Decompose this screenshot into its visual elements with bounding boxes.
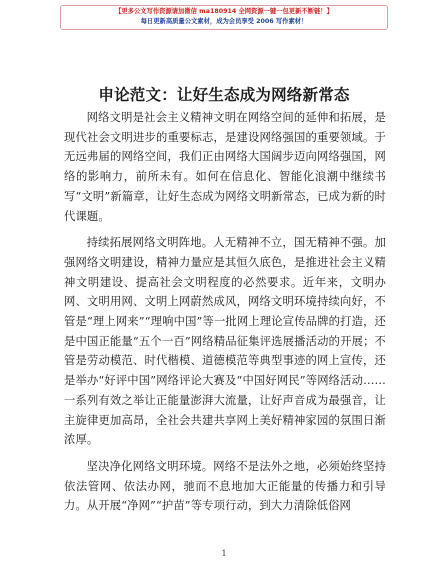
paragraph-3: 坚决净化网络文明环境。网络不是法外之地，必须始终坚持依法管网、依法办网，驰而不息地加大正能量的传播力和引导力。从开展“净网”“护苗”等专项行动，到大力清除低俗网 [64,459,386,513]
page-number: 1 [221,549,227,558]
promo-banner-line-1: 【更多公文写作资源请加微信 ma180914 全网资源一键一包更新不断链！】 [115,8,333,15]
promo-banner-line-2: 每日更新高质量公文素材，成为会员享受 2006 写作素材！ [140,18,308,25]
promo-banner [60,5,388,30]
document-body [64,108,386,523]
paragraph-2: 持续拓展网络文明阵地。人无精神不立，国无精神不强。加强网络文明建设，精神力量应是其恒久底色，是推进社会主义精神文明建设、提高社会文明程度的必然要求。近年来，文明办网、文明用网、文明上网蔚然成风，网络文明环境持续向好，不管是“理上网来”“理响中国”等一批网上理论宣传品牌的打造，还是中国正能量“五个一百”网络精品征集评选展播活动的开展；不管是劳动模范、时代楷模、道德模范等典型事迹的网上宣传，还是举办“好评中国”网络评论大赛及“中国好网民”等网络活动……一系列有效之举让正能量澎湃大流量，让好声音成为最强音，让主旋律更加高昂，全社会共建共享网上美好精神家园的氛围日渐浓厚。 [64,236,386,447]
document-title: 申论范文：让好生态成为网络新常态 [98,86,350,104]
paragraph-1: 网络文明是社会主义精神文明在网络空间的延伸和拓展，是现代社会文明进步的重要标志，是建设网络强国的重要领域。于无远弗届的网络空间，我们正由网络大国阔步迈向网络强国，网络的影响力，前所未有。如何在信息化、智能化浪潮中继续书写“文明”新篇章，让好生态成为网络文明新常态，已成为新的时代课题。 [64,111,386,223]
